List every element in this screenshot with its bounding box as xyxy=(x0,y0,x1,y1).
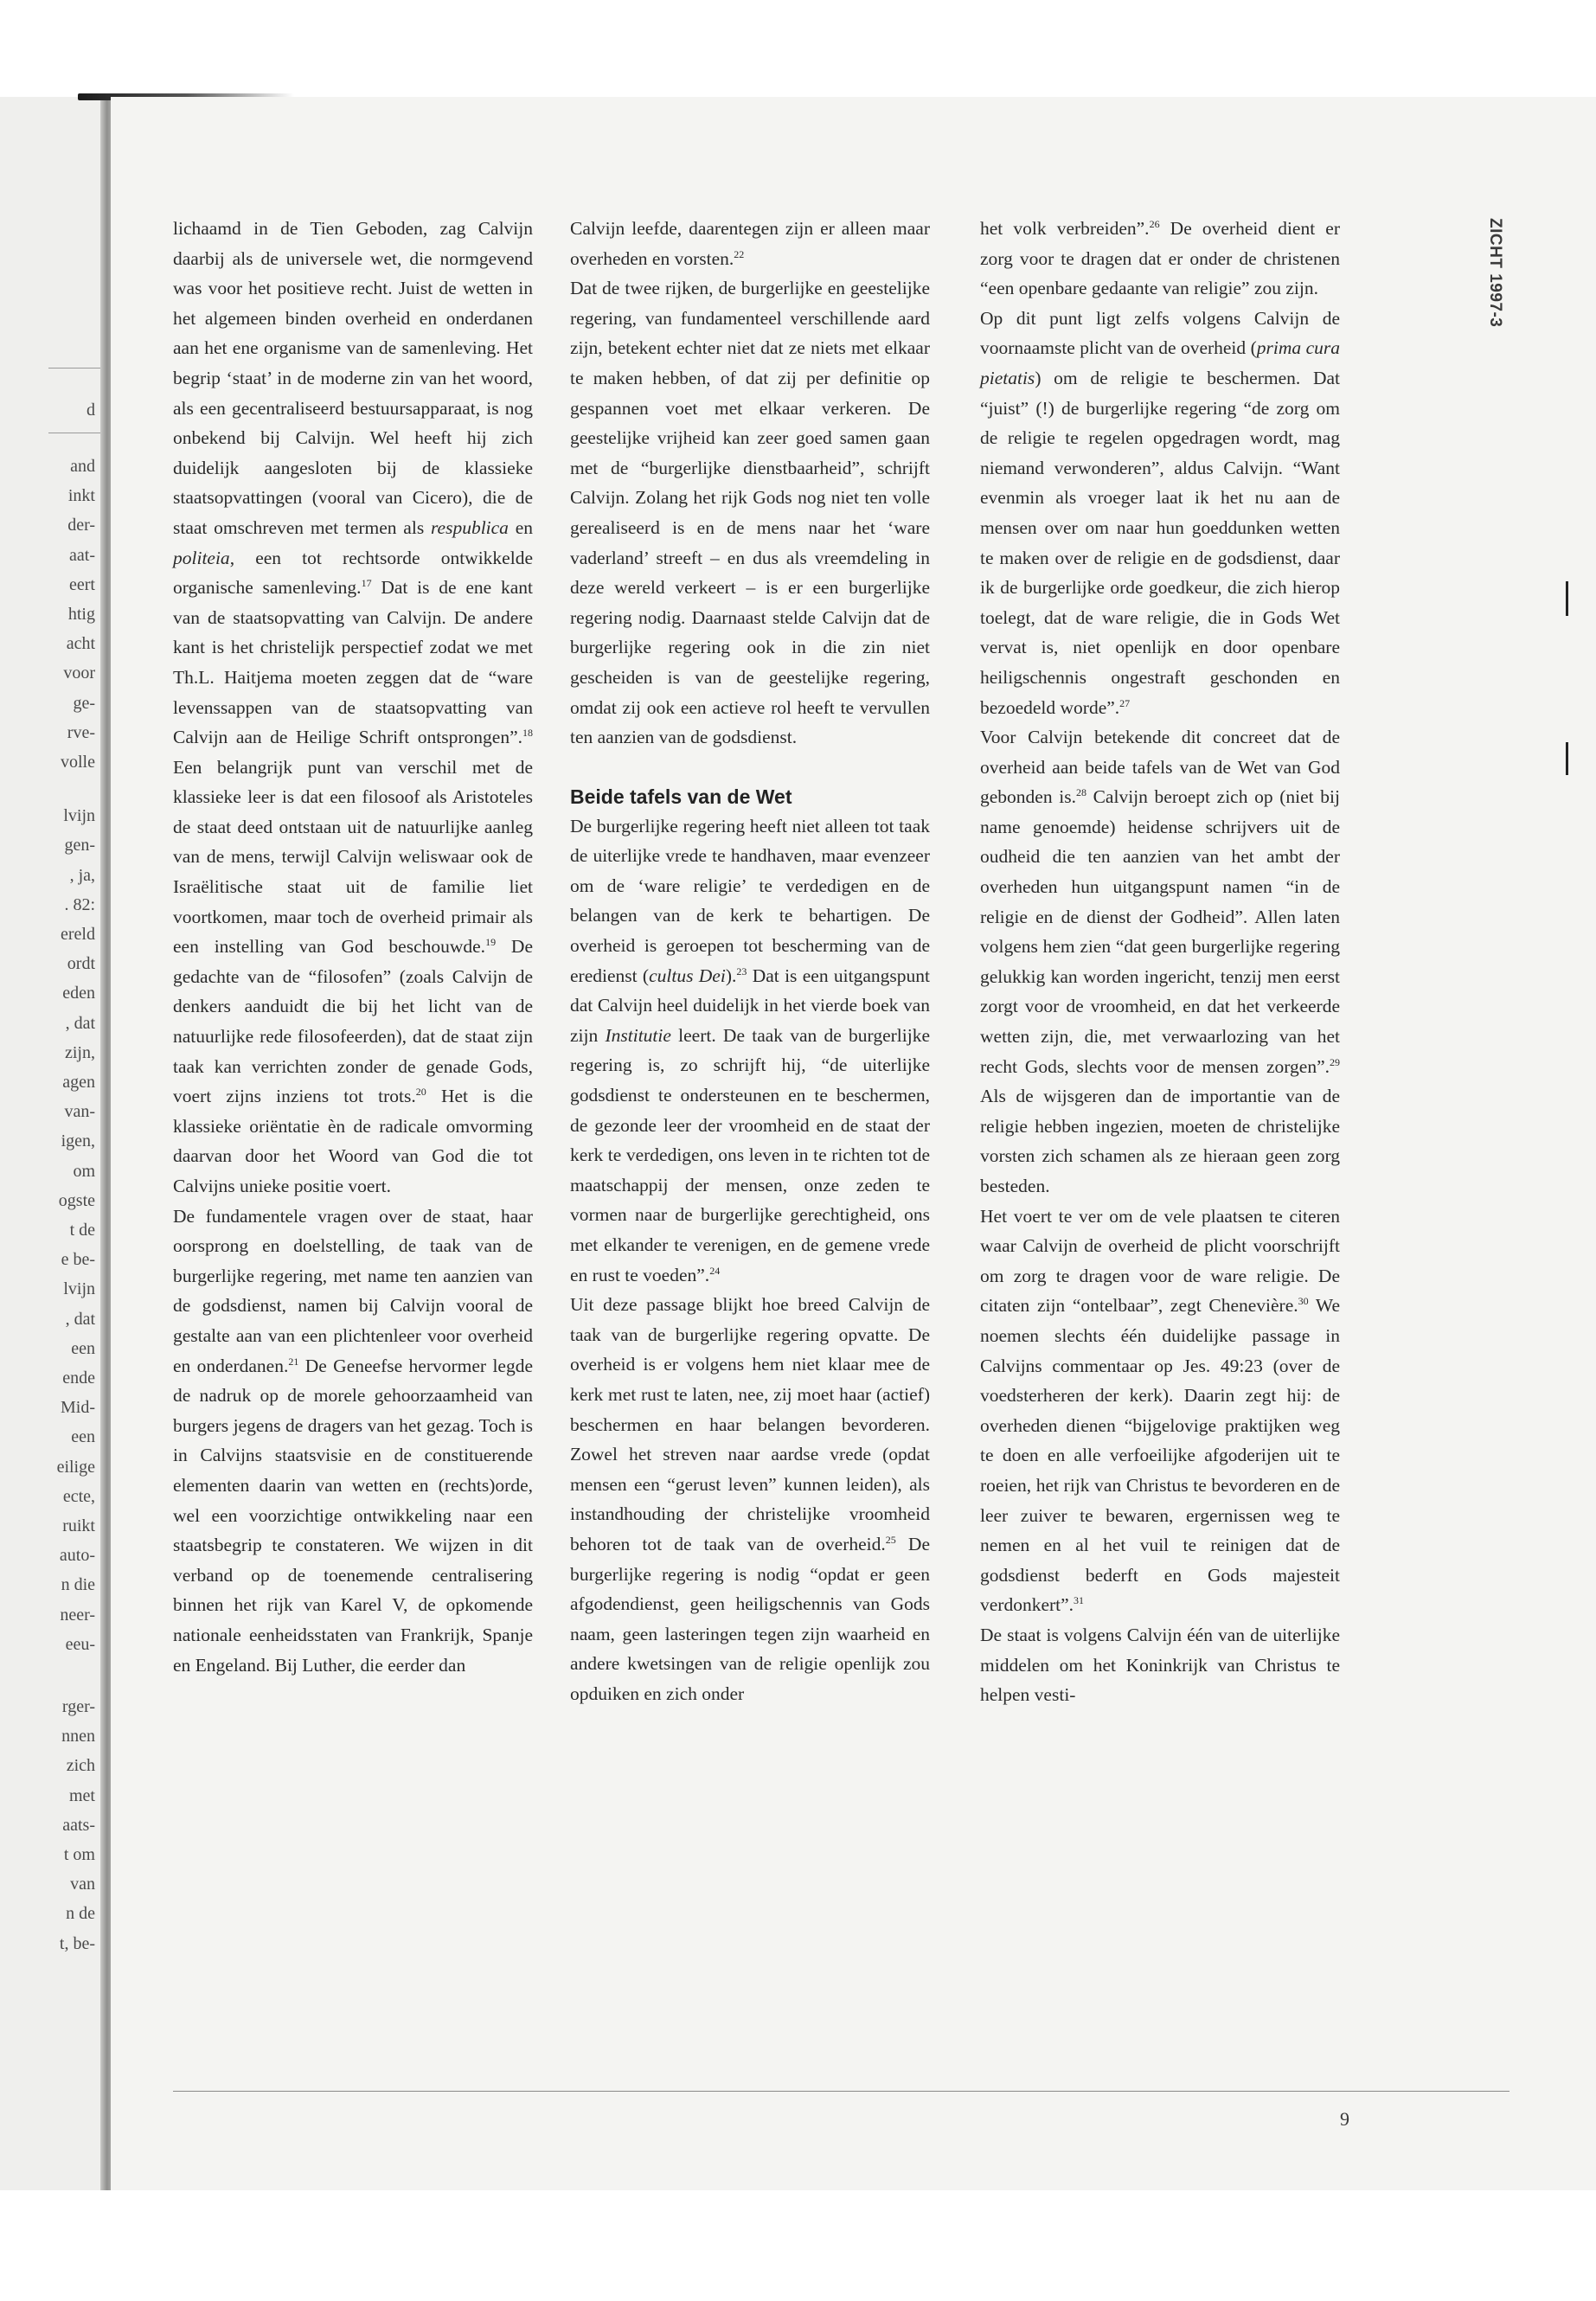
facing-page-edge xyxy=(0,97,100,2190)
footnote-ref: 23 xyxy=(736,965,747,977)
text-run: Calvijn beroept zich op (niet bij name genoemde) heidense schrijvers uit de oudheid die ten aanzien van het ambt der overheden hun uitgangspunt namen “in de religie en de dienst der Godheid”. Allen laten volgens hem zien “dat geen burgerlijke regering gelukkig kan worden ingericht, tenzij men eerst zorgt voor de vroomheid, en dat het verkeerde wetten zijn, die, met verwaarlozing van het recht Gods, slechts voor de mensen zorgen”. xyxy=(980,786,1340,1077)
facing-page-fragment: nnen xyxy=(61,1727,95,1747)
journal-running-head: ZICHT 1997-3 xyxy=(1486,218,1504,328)
facing-page-fragment: , ja, xyxy=(69,865,95,885)
text-run: lichaamd in de Tien Geboden, zag Calvijn daarbij als de universele wet, die normgevend was voor het positieve recht. Juist de wetten in het algemeen binden overheid en onderdanen aan het ene organisme van de samenleving. Het begrip ‘staat’ in de moderne zin van het woord, als een gecentraliseerd bestuursapparaat, is nog onbekend bij Calvijn. Wel heeft hij zich duidelijk aangesloten bij de klassieke staatsopvattingen (vooral van Cicero), die de staat omschreven met termen als xyxy=(173,218,533,538)
facing-page-fragment: inkt xyxy=(67,486,95,506)
text-run: Calvijn leefde, daarentegen zijn er alleen maar overheden en vorsten. xyxy=(570,218,930,269)
paragraph xyxy=(570,811,930,1291)
facing-page-fragment: der- xyxy=(67,516,95,535)
text-column-2 xyxy=(570,214,930,1709)
facing-page-fragment: agen xyxy=(62,1073,95,1092)
facing-page-fragment: , dat xyxy=(65,1013,95,1033)
facing-page-fragment: eeu- xyxy=(65,1634,95,1654)
facing-page-fragment: n de xyxy=(66,1904,95,1924)
paragraph xyxy=(980,304,1340,722)
italic-term: prima cura pietatis xyxy=(980,337,1341,388)
footer-rule xyxy=(173,2091,1509,2092)
facing-page-fragment: Mid- xyxy=(61,1398,95,1418)
paragraph xyxy=(570,273,930,753)
facing-page-fragment: d xyxy=(87,401,95,420)
facing-page-fragment: ordt xyxy=(67,954,95,974)
text-run: De burgerlijke regering heeft niet alleen tot taak de uiterlijke vrede te handhaven, maar evenzeer om de ‘ware religie’ te verdedigen en de belangen van de kerk te behartigen. De overheid is geroepen tot bescherming van de eredienst ( xyxy=(570,815,930,986)
text-run: Uit deze passage blijkt hoe breed Calvijn de taak van de burgerlijke regering opvatte. De overheid is er volgens hem niet klaar mee de kerk met rust te laten, nee, zij moet haar (actief) beschermen en haar belangen bevorderen. Zowel het streven naar aardse vrede (opdat mensen een “gerust leven” kunnen leiden), als instandhouding der christelijke vroomheid behoren tot de taak van de overheid. xyxy=(570,1294,930,1554)
text-run: De overheid dient er zorg voor te dragen dat er onder de christenen “een openbare gedaante van religie” zou zijn. xyxy=(980,218,1341,299)
footnote-ref: 31 xyxy=(1074,1594,1085,1607)
facing-page-rule xyxy=(48,368,100,369)
facing-page-fragment: and xyxy=(70,457,95,476)
paragraph xyxy=(570,214,930,273)
facing-page-fragment: een xyxy=(71,1427,95,1447)
footnote-ref: 22 xyxy=(734,247,745,260)
text-column-3 xyxy=(980,214,1340,1710)
facing-page-fragment: htig xyxy=(67,605,95,624)
facing-page-fragment: ecte, xyxy=(62,1486,95,1506)
facing-page-fragment: ogste xyxy=(58,1190,95,1210)
text-run: De fundamentele vragen over de staat, haar oorsprong en doelstelling, de taak van de burgerlijke regering, met name ten aanzien van de godsdienst, namen bij Calvijn vooral de gestalte aan van een plichtenleer voor overheid en onderdanen. xyxy=(173,1205,533,1376)
facing-page-fragment: t, be- xyxy=(59,1933,95,1953)
paragraph xyxy=(173,1202,533,1681)
facing-page-fragment: . 82: xyxy=(64,894,95,914)
footnote-ref: 17 xyxy=(361,577,372,590)
facing-page-fragment: e be- xyxy=(61,1250,95,1270)
text-run: Dat de twee rijken, de burgerlijke en geestelijke regering, van fundamenteel verschillende aard zijn, betekent echter niet dat ze niets met elkaar te maken hebben, of dat zij per definitie op gespannen voet met elkaar verkeren. De geestelijke vrijheid kan zeer goed samen gaan met de “burgerlijke dienstbaarheid”, schrijft Calvijn. Zolang het rijk Gods nog niet ten volle gerealiseerd is en de mens naar het ‘ware vaderland’ streeft – en dus als vreemdeling in deze wereld verkeert – is er een burgerlijke regering nodig. Daarnaast stelde Calvijn dat de burgerlijke regering ook in die zin niet gescheiden is van de geestelijke regering, omdat zij ook een actieve rol heeft te vervullen ten aanzien van de godsdienst. xyxy=(570,278,930,748)
facing-page-fragment: eert xyxy=(69,574,95,594)
facing-page-fragment: t om xyxy=(63,1845,95,1864)
facing-page-fragment: ereld xyxy=(61,925,95,944)
text-run: ) om de religie te beschermen. Dat “juist” (!) de burgerlijke regering “de zorg om de religie te regelen opgedragen wordt, mag niemand verwonderen”, aldus Calvijn. “Want evenmin als vroeger laat ik het nu aan de mensen over om naar hun goeddunken wetten te maken over de religie en de godsdienst, daar ik de burgerlijke orde goedkeur, die zich hierop toelegt, dat de ware religie, die in Gods Wet vervat is, niet openlijk en door openbare heiligschennis ongestraft geschonden en bezoedeld worde”. xyxy=(980,367,1340,718)
facing-page-fragment: igen, xyxy=(61,1131,95,1151)
italic-term: respublica xyxy=(430,516,509,538)
paragraph xyxy=(980,214,1340,304)
facing-page-fragment: ge- xyxy=(73,693,95,713)
section-heading: Beide tafels van de Wet xyxy=(570,785,792,808)
footnote-ref: 24 xyxy=(709,1264,721,1277)
facing-page-fragment: , dat xyxy=(65,1309,95,1329)
text-run: De Geneefse hervormer legde de nadruk op de morele gehoorzaamheid van burgers jegens de dragers van het gezag. Toch is in Calvijns staatsvisie en de constituerende elementen daarin van wetten en (rechts)orde, wel een voorzichtige ontwikkeling naar een staatsbegrip te constateren. We wijzen in dit verband op de toenemende centralisering binnen het rijk van Karel V, de opkomende nationale eenheidsstaten van Frankrijk, Spanje en Engeland. Bij Luther, die eerder dan xyxy=(173,1355,533,1676)
text-run: De burgerlijke regering is nodig “opdat er geen afgodendienst, geen heiligschennis van Gods naam, geen lasteringen tegen zijn waarheid en andere kwetsingen van de religie openlijk zou opduiken en zich onder xyxy=(570,1533,930,1704)
text-run: en xyxy=(508,516,534,538)
facing-page-fragment: rve- xyxy=(67,722,95,742)
text-run: ). xyxy=(725,965,737,986)
text-run: leert. De taak van de burgerlijke regering is, zo schrijft hij, “de uiterlijke godsdienst te ondersteunen en te beschermen, de gezonde leer der vroomheid en de staat der kerk te verdedigen, ons leven in te richten tot de maatschappij der mensen, onze zeden te vormen naar de burgerlijke gerechtigheid, ons met elkander te verenigen, en de gemene vrede en rust te voeden”. xyxy=(570,1024,930,1285)
paragraph xyxy=(980,1620,1340,1710)
text-run: Als de wijsgeren dan de importantie van de religie hebben ingezien, moeten de christelijke vorsten zich schamen als ze hieraan geen zorg besteden. xyxy=(980,1086,1340,1196)
facing-page-fragment: n die xyxy=(61,1575,95,1595)
text-run: Voor Calvijn betekende dit concreet dat de overheid aan beide tafels van de Wet van God gebonden is. xyxy=(980,727,1340,808)
facing-page-fragment: voor xyxy=(63,663,95,683)
text-run: De gedachte van de “filosofen” (zoals Calvijn de denkers aanduidt die bij het licht van de natuurlijke rede filosofeerden), dat de staat zijn taak kan verrichten zonder de genade Gods, voert zijns inziens tot trots. xyxy=(173,936,534,1107)
facing-page-fragment: eilige xyxy=(56,1457,95,1477)
facing-page-fragment: rger- xyxy=(61,1697,95,1716)
footnote-ref: 30 xyxy=(1298,1295,1309,1308)
facing-page-fragment: lvijn xyxy=(63,1279,95,1299)
text-run: , een tot rechtsorde ontwikkelde organische samenleving. xyxy=(173,547,533,599)
facing-page-fragment: lvijn xyxy=(63,806,95,826)
footnote-ref: 21 xyxy=(288,1355,299,1368)
text-run: Dat is de ene kant van de staatsopvatting van Calvijn. De andere kant is het christelijk perspectief zodat we met Th.L. Haitjema moeten zeggen dat de “ware levenssappen van de staatsopvatting van Calvijn aan de Heilige Schrift ontsprongen”. xyxy=(173,577,533,748)
facing-page-fragment: auto- xyxy=(59,1546,95,1566)
edge-mark xyxy=(1566,742,1568,775)
italic-term: politeia xyxy=(173,547,230,568)
text-run: het volk verbreiden”. xyxy=(980,218,1150,239)
text-run: Op dit punt ligt zelfs volgens Calvijn de voornaamste plicht van de overheid ( xyxy=(980,307,1340,359)
footnote-ref: 20 xyxy=(415,1086,426,1099)
facing-page-fragment: een xyxy=(71,1338,95,1358)
text-run: Een belangrijk punt van verschil met de klassieke leer is dat een filosoof als Aristoteles de staat deed ontstaan uit de natuurlijke aanleg van de mens, terwijl Calvijn weliswaar ook de Israëlitische staat uit de familie liet voortkomen, maar toch de overheid primair als een instelling van God beschouwde. xyxy=(173,756,533,958)
facing-page-fragment: eden xyxy=(62,984,95,1003)
facing-page-fragment: neer- xyxy=(60,1605,95,1625)
facing-page-fragment: van- xyxy=(64,1102,95,1122)
paragraph xyxy=(980,722,1340,1202)
facing-page-fragment: van xyxy=(70,1875,95,1894)
paragraph xyxy=(570,1290,930,1708)
footnote-ref: 26 xyxy=(1149,218,1160,230)
paragraph xyxy=(980,1202,1340,1620)
footnote-ref: 28 xyxy=(1075,786,1086,799)
text-column-1 xyxy=(173,214,533,1680)
facing-page-fragment: om xyxy=(73,1161,95,1181)
facing-page-fragment: gen- xyxy=(64,836,95,856)
facing-page-fragment: acht xyxy=(66,634,95,654)
text-run: Het is die klassieke oriëntatie èn de radicale omvorming daarvan door het Woord van God die tot Calvijns unieke positie voert. xyxy=(173,1086,533,1196)
footnote-ref: 25 xyxy=(885,1533,896,1546)
footnote-ref: 27 xyxy=(1119,696,1131,709)
footnote-ref: 29 xyxy=(1330,1055,1340,1068)
footnote-ref: 19 xyxy=(485,936,497,949)
facing-page-fragment: t de xyxy=(69,1221,95,1240)
italic-term: cultus Dei xyxy=(649,965,726,986)
facing-page-fragment: met xyxy=(69,1785,95,1805)
paragraph xyxy=(173,214,533,1202)
text-run: Het voert te ver om de vele plaatsen te citeren waar Calvijn de overheid de plicht voorschrijft om zorg te dragen voor de ware religie. De citaten zijn “ontelbaar”, zegt Chenevière. xyxy=(980,1205,1340,1317)
italic-term: Institutie xyxy=(605,1024,671,1046)
facing-page-fragment: zich xyxy=(66,1756,95,1776)
facing-page-fragment: ende xyxy=(62,1368,95,1388)
page-number: 9 xyxy=(1340,2108,1349,2130)
facing-page-fragment: aats- xyxy=(62,1815,95,1835)
footnote-ref: 18 xyxy=(522,727,533,740)
facing-page-fragment: zijn, xyxy=(65,1042,95,1062)
edge-mark xyxy=(1566,581,1568,616)
facing-page-fragment: aat- xyxy=(69,545,95,565)
facing-page-fragment: ruikt xyxy=(62,1516,95,1535)
text-run: De staat is volgens Calvijn één van de uiterlijke middelen om het Koninkrijk van Christus te helpen vesti- xyxy=(980,1624,1340,1706)
text-run: Dat is een uitgangspunt dat Calvijn heel duidelijk in het vierde boek van zijn xyxy=(570,965,930,1046)
facing-page-fragment: volle xyxy=(61,753,95,772)
text-run: We noemen slechts één duidelijke passage in Calvijns commentaar op Jes. 49:23 (over de voedsterheren der kerk). Daarin zegt hij: de overheden dienen “bijgelovige praktijken weg te doen en alle verfoeilijke afgoderijen uit te roeien, het rijk van Christus te bevorderen en de leer zuiver te bewaren, ergernissen weg te nemen en al het vuil te reinigen dat de godsdienst bederft en Gods majesteit verdonkert”. xyxy=(980,1295,1340,1616)
